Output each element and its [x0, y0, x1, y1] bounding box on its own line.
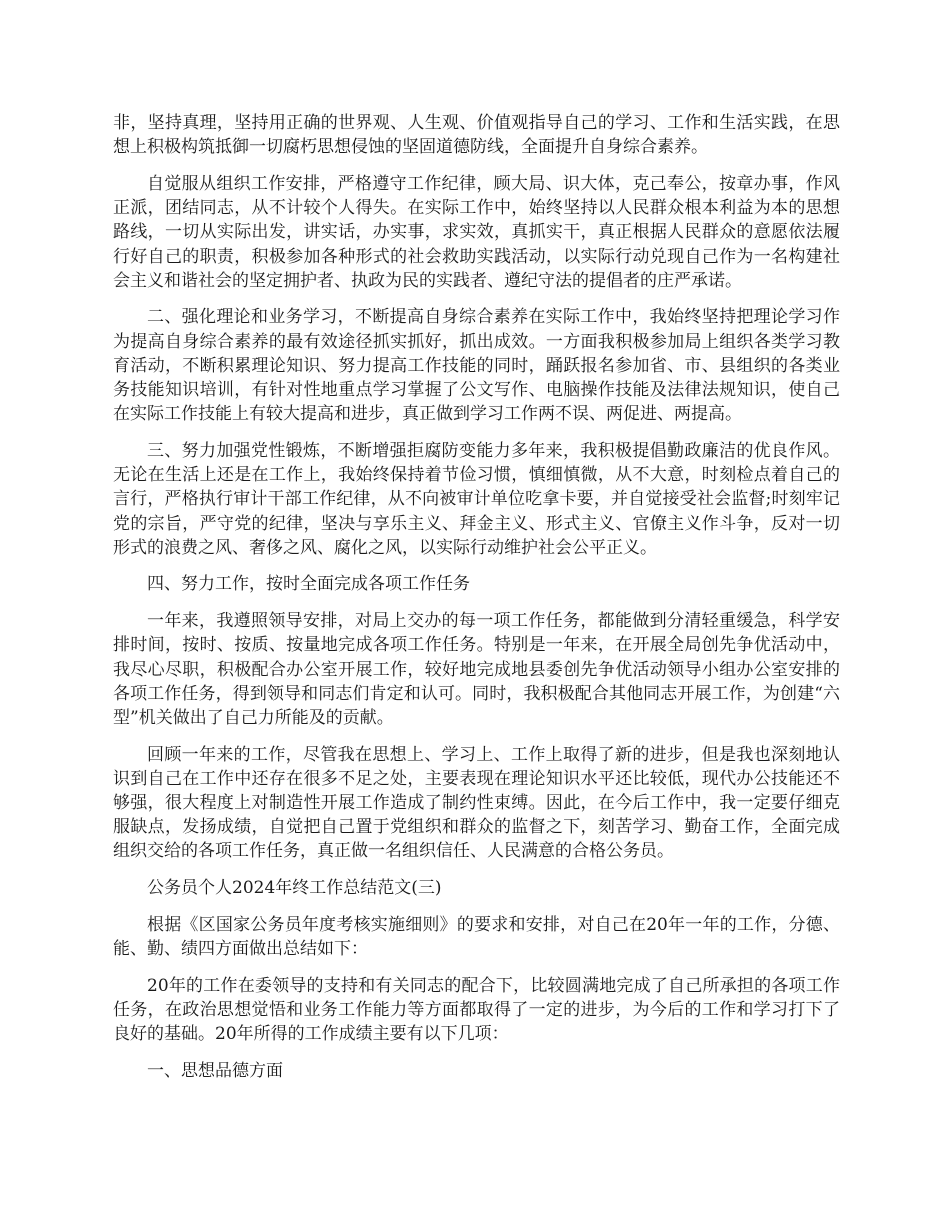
- paragraph-work-tasks: 一年来，我遵照领导安排，对局上交办的每一项工作任务，都能做到分清轻重缓急，科学安排时间，按时、按质、按量地完成各项工作任务。特别是一年来，在开展全局创先争优活动中，我尽心尽职，积极配合办公室开展工作，较好地完成地县委创先争优活动领导小组办公室安排的各项工作任务，得到领导和同志们肯定和认可。同时，我积极配合其他同志开展工作，为创建“六型”机关做出了自己力所能及的贡献。: [113, 611, 840, 728]
- paragraph-review: 回顾一年来的工作，尽管我在思想上、学习上、工作上取得了新的进步，但是我也深刻地认识到自己在工作中还存在很多不足之处，主要表现在理论知识水平还比较低，现代办公技能还不够强，很大程度上对制造性开展工作造成了制约性束缚。因此，在今后工作中，我一定要仔细克服缺点，发扬成绩，自觉把自己置于党组织和群众的监督之下，刻苦学习、勤奋工作，全面完成组织交给的各项工作任务，真正做一名组织信任、人民满意的合格公务员。: [113, 744, 840, 862]
- document-body: [113, 111, 840, 1096]
- heading-section-four: 四、努力工作，按时全面完成各项工作任务: [147, 574, 470, 595]
- paragraph-assessment-intro: 根据《区国家公务员年度考核实施细则》的要求和安排，对自己在20年一年的工作，分德、能、勤、绩四方面做出总结如下：: [113, 914, 840, 960]
- paragraph-discipline: 自觉服从组织工作安排，严格遵守工作纪律，顾大局、识大体，克己奉公，按章办事，作风正派，团结同志，从不计较个人得失。在实际工作中，始终坚持以人民群众根本利益为本的思想路线，一切从实际出发，讲实话，办实事，求实效，真抓实干，真正根据人民群众的意愿依法履行好自己的职责，积极参加各种形式的社会救助实践活动，以实际行动兑现自己作为一名构建社会主义和谐社会的坚定拥护者、执政为民的实践者、遵纪守法的提倡者的庄严承诺。: [113, 173, 840, 291]
- paragraph-achievements: 20年的工作在委领导的支持和有关同志的配合下，比较圆满地完成了自己所承担的各项工作任务，在政治思想觉悟和业务工作能力等方面都取得了一定的进步，为今后的工作和学习打下了良好的基础。20年所得的工作成绩主要有以下几项：: [113, 975, 840, 1045]
- paragraph-continuation: 非，坚持真理，坚持用正确的世界观、人生观、价值观指导自己的学习、工作和生活实践，在思想上积极构筑抵御一切腐朽思想侵蚀的坚固道德防线，全面提升自身综合素养。: [113, 113, 840, 158]
- heading-sample-three: 公务员个人2024年终工作总结范文(三): [147, 878, 442, 899]
- heading-moral-character: 一、思想品德方面: [147, 1060, 283, 1081]
- paragraph-section-two: 二、强化理论和业务学习，不断提高自身综合素养在实际工作中，我始终坚持把理论学习作为提高自身综合素养的最有效途径抓实抓好，抓出成效。一方面我积极参加局上组织各类学习教育活动，不断积累理论知识、努力提高工作技能的同时，踊跃报名参加省、市、县组织的各类业务技能知识培训，有针对性地重点学习掌握了公文写作、电脑操作技能及法律法规知识，使自己在实际工作技能上有较大提高和进步，真正做到学习工作两不误、两促进、两提高。: [113, 307, 840, 425]
- paragraph-section-three: 三、努力加强党性锻炼，不断增强拒腐防变能力多年来，我积极提倡勤政廉洁的优良作风。无论在生活上还是在工作上，我始终保持着节俭习惯，慎细慎微，从不大意，时刻检点着自己的言行，严格执行审计干部工作纪律，从不向被审计单位吃拿卡要，并自觉接受社会监督;时刻牢记党的宗旨，严守党的纪律，坚决与享乐主义、拜金主义、形式主义、官僚主义作斗争，反对一切形式的浪费之风、奢侈之风、腐化之风，以实际行动维护社会公平正义。: [113, 440, 840, 558]
